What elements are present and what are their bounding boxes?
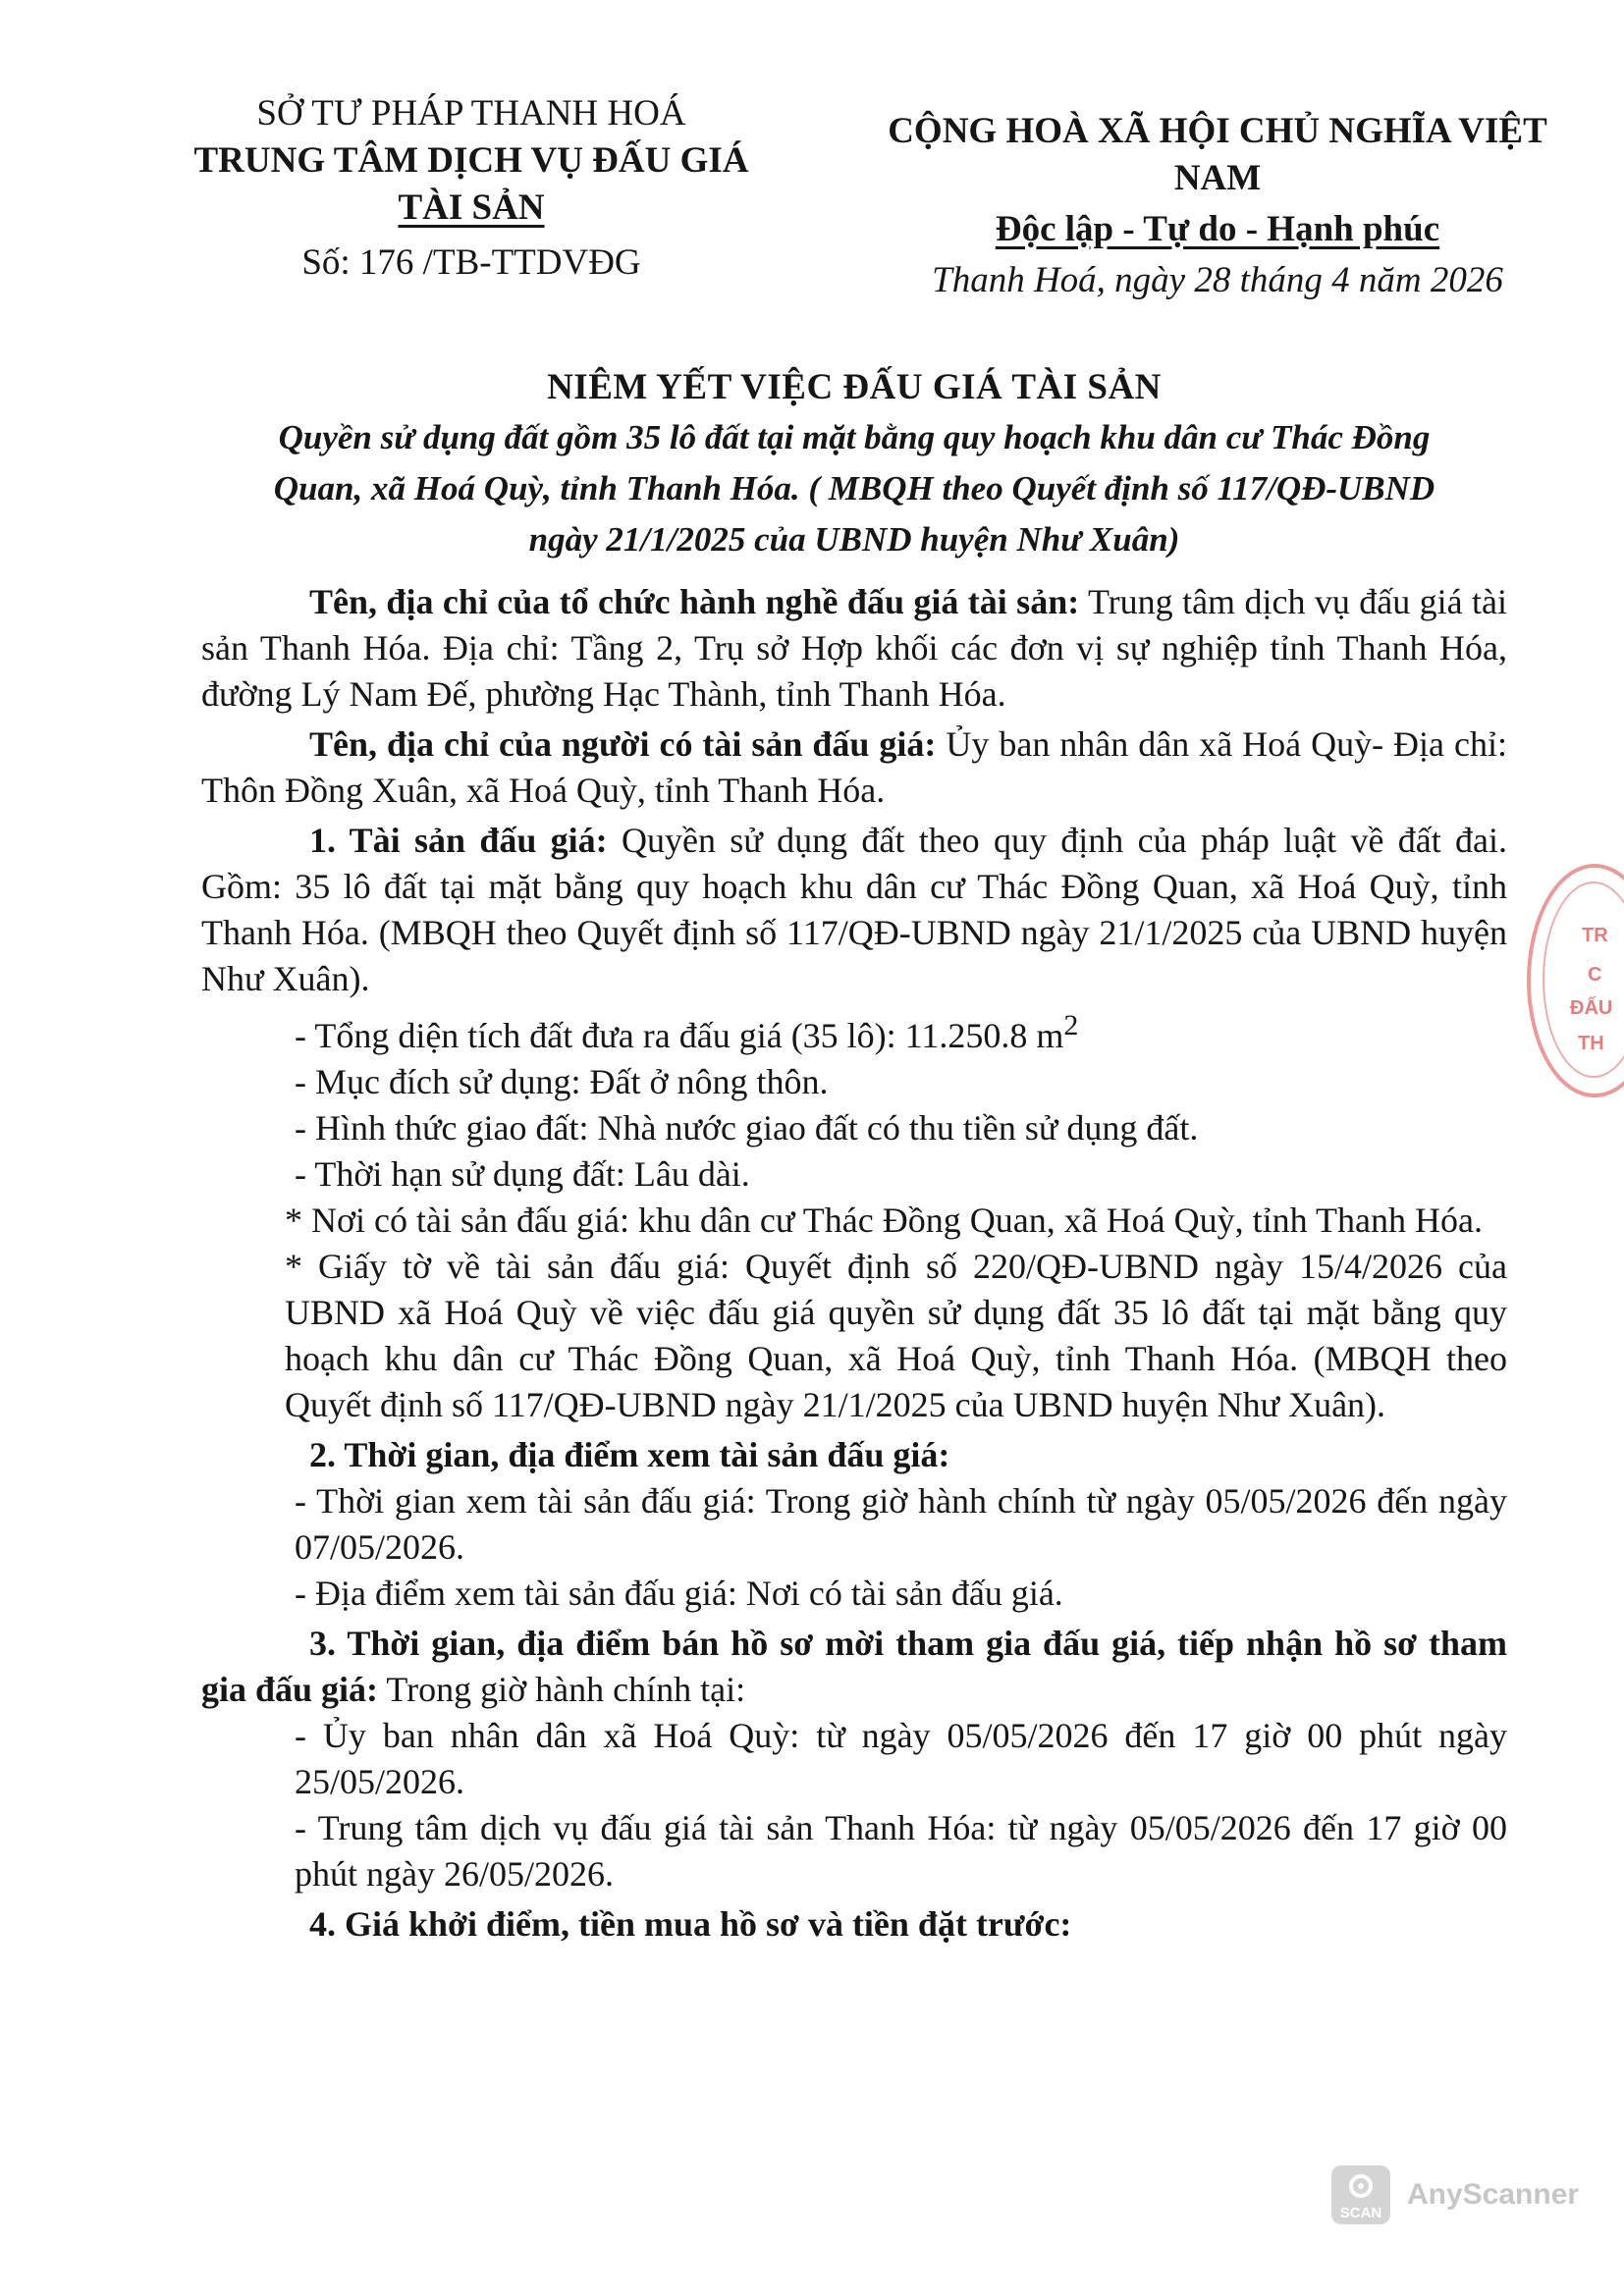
land-allocation-form: - Hình thức giao đất: Nhà nước giao đất có thu tiền sử dụng đất.: [295, 1108, 1199, 1148]
viewing-place: - Địa điểm xem tài sản đấu giá: Nơi có tài sản đấu giá.: [295, 1574, 1063, 1613]
document-body: [201, 579, 1507, 1948]
scanner-brand: AnyScanner: [1407, 2178, 1580, 2211]
owner-label: Tên, địa chỉ của người có tài sản đấu giá:: [309, 724, 937, 764]
agency-name-line1: TRUNG TÂM DỊCH VỤ ĐẤU GIÁ: [193, 140, 749, 181]
asset-owner-paragraph: [201, 721, 1507, 814]
document-title: [216, 363, 1492, 565]
national-motto: Độc lập - Tự do - Hạnh phúc: [995, 209, 1440, 249]
title-subtitle-line3: ngày 21/1/2025 của UBND huyện Như Xuân): [528, 520, 1180, 559]
section-1-label: 1. Tài sản đấu giá:: [309, 821, 608, 860]
asset-location: * Nơi có tài sản đấu giá: khu dân cư Thác Đồng Quan, xã Hoá Quỳ, tỉnh Thanh Hóa.: [285, 1201, 1483, 1240]
scan-logo-icon: [1330, 2164, 1391, 2225]
section-2-heading: 2. Thời gian, địa điểm xem tài sản đấu giá:: [309, 1435, 950, 1474]
svg-text:SCAN: SCAN: [1339, 2205, 1382, 2221]
title-subtitle-line1: Quyền sử dụng đất gồm 35 lô đất tại mặt bằng quy hoạch khu dân cư Thác Đồng: [278, 418, 1431, 456]
section-1-text: Quyền sử dụng đất theo quy định của pháp luật về đất đai. Gồm: 35 lô đất tại mặt bằng quy hoạch khu dân cư Thác Đồng Quan, xã Hoá Quỳ, tỉnh Thanh Hóa. (MBQH theo Quyết định số 117/QĐ-UBND ngày 21/1/2025 của UBND huyện Như Xuân).: [201, 821, 1507, 998]
document-number: Số: 176 /TB-TTDVĐG: [301, 242, 641, 283]
org-label: Tên, địa chỉ của tổ chức hành nghề đấu giá tài sản:: [309, 582, 1080, 621]
scanner-watermark: [1330, 2164, 1579, 2225]
asset-papers: * Giấy tờ về tài sản đấu giá: Quyết định số 220/QĐ-UBND ngày 15/4/2026 của UBND xã Hoá Quỳ về việc đấu giá quyền sử dụng đất 35 lô đất tại mặt bằng quy hoạch khu dân cư Thác Đồng Quan, xã Hoá Quỳ, tỉnh Thanh Hóa. (MBQH theo Quyết định số 117/QĐ-UBND ngày 21/1/2025 của UBND huyện Như Xuân).: [285, 1247, 1507, 1424]
parent-agency: SỞ TƯ PHÁP THANH HOÁ: [256, 93, 686, 133]
section-3-label: 3. Thời gian, địa điểm bán hồ sơ mời tham gia đấu giá, tiếp nhận hồ sơ tham gia đấu giá:: [201, 1624, 1507, 1709]
viewing-time: - Thời gian xem tài sản đấu giá: Trong giờ hành chính từ ngày 05/05/2026 đến ngày 07/05/2026.: [295, 1481, 1507, 1567]
section-3-text: Trong giờ hành chính tại:: [378, 1670, 746, 1709]
national-header: [884, 108, 1551, 304]
area-unit-exponent: 2: [1063, 1009, 1079, 1041]
country-name-line1: CỘNG HOÀ XÃ HỘI CHỦ NGHĨA VIỆT: [888, 111, 1547, 151]
sale-location-center: - Trung tâm dịch vụ đấu giá tài sản Thanh Hóa: từ ngày 05/05/2026 đến 17 giờ 00 phút ngày 26/05/2026.: [295, 1808, 1507, 1894]
red-seal-stamp: TR C ĐẤU TH: [1527, 864, 1624, 1097]
agency-name-line2: TÀI SẢN: [398, 187, 545, 228]
section-3-paragraph: [201, 1621, 1507, 1713]
owner-text: Ủy ban nhân dân xã Hoá Quỳ- Địa chỉ: Thôn Đồng Xuân, xã Hoá Quỳ, tỉnh Thanh Hóa.: [201, 724, 1507, 810]
land-use-term: - Thời hạn sử dụng đất: Lâu dài.: [295, 1154, 750, 1194]
title-heading: NIÊM YẾT VIỆC ĐẤU GIÁ TÀI SẢN: [547, 367, 1162, 407]
country-name-line2: NAM: [1173, 158, 1262, 198]
document-date: Thanh Hoá, ngày 28 tháng 4 năm 2026: [932, 260, 1503, 300]
sale-location-commune: - Ủy ban nhân dân xã Hoá Quỳ: từ ngày 05/05/2026 đến 17 giờ 00 phút ngày 25/05/2026.: [295, 1716, 1507, 1801]
auction-organization-paragraph: [201, 579, 1507, 718]
org-text: Trung tâm dịch vụ đấu giá tài sản Thanh Hóa. Địa chỉ: Tầng 2, Trụ sở Hợp khối các đơn vị sự nghiệp tỉnh Thanh Hóa, đường Lý Nam Đế, phường Hạc Thành, tỉnh Thanh Hóa.: [201, 582, 1508, 714]
total-area: - Tổng diện tích đất đưa ra đấu giá (35 lô): 11.250.8 $m^2$: [295, 1009, 1079, 1055]
section-1-paragraph: [201, 818, 1507, 1002]
agency-header: [177, 90, 766, 287]
land-use-purpose: - Mục đích sử dụng: Đất ở nông thôn.: [295, 1062, 829, 1101]
section-4-heading: 4. Giá khởi điểm, tiền mua hồ sơ và tiền đặt trước:: [309, 1904, 1072, 1944]
title-subtitle-line2: Quan, xã Hoá Quỳ, tỉnh Thanh Hóa. ( MBQH theo Quyết định số 117/QĐ-UBND: [273, 469, 1435, 507]
